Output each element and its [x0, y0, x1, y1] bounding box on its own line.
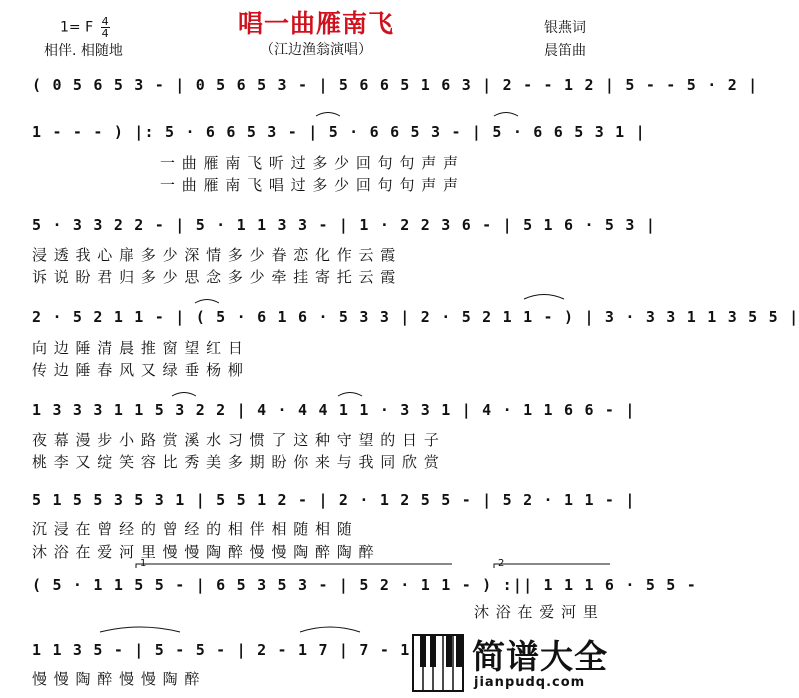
notation-row-6: 5 1 5 5 3 5 3 1 | 5 5 1 2 - | 2 · 1 2 5 5 - | 5 2 · 1 1 - | — [32, 491, 636, 509]
lyric-row-6-verse-1: 沉 浸 在 曾 经 的 曾 经 的 相 伴 相 随 相 随 — [32, 520, 353, 538]
lyric-row-5-verse-1: 夜 幕 漫 步 小 路 赏 溪 水 习 惯 了 这 种 守 望 的 日 子 — [32, 431, 440, 449]
watermark-brand: 简谱大全 — [472, 637, 608, 676]
slur — [524, 295, 564, 300]
lyric-row-3-verse-1: 浸 透 我 心 扉 多 少 深 情 多 少 眷 恋 化 作 云 霞 — [32, 246, 397, 264]
lyric-row-4-verse-1: 向 边 陲 清 晨 推 窗 望 红 日 — [32, 339, 244, 357]
lyric-row-8: 慢 慢 陶 醉 慢 慢 陶 醉 — [32, 670, 201, 688]
key-text: 1= F — [60, 19, 94, 36]
lyric-row-2-verse-1: 一 曲 雁 南 飞 听 过 多 少 回 句 句 声 声 — [160, 154, 459, 172]
watermark-logo — [412, 631, 620, 693]
slur — [100, 627, 180, 632]
lyricist-credit: 银燕词 — [544, 20, 586, 36]
watermark-url: jianpudq.com — [474, 675, 586, 690]
lyric-row-3-verse-2: 诉 说 盼 君 归 多 少 思 念 多 少 牵 挂 寄 托 云 霞 — [32, 268, 397, 286]
lyric-row-6-verse-2: 沐 浴 在 爱 河 里 慢 慢 陶 醉 慢 慢 陶 醉 陶 醉 — [32, 543, 375, 561]
volta-1-bracket — [136, 564, 452, 568]
song-subtitle: （江边渔翁演唱） — [260, 42, 372, 58]
notation-row-2: 1 - - - ) |: 5 · 6 6 5 3 - | 5 · 6 6 5 3 - | 5 · 6 6 5 3 1 | — [32, 123, 646, 141]
tempo-marking: 相伴. 相随地 — [44, 43, 123, 59]
volta-2-label: 2 — [498, 558, 505, 569]
time-signature-bottom: 4 — [101, 27, 109, 40]
notation-row-8: 1 1 3 5 - | 5 - 5 - | 2 - 1 7 | 7 - 1 — [32, 641, 411, 659]
slur — [172, 393, 196, 397]
slur — [494, 113, 518, 117]
slur — [338, 393, 362, 397]
notation-row-5: 1 3 3 3 1 1 5 3 2 2 | 4 · 4 4 1 1 · 3 3 1 | 4 · 1 1 6 6 - | — [32, 401, 636, 419]
lyric-row-4-verse-2: 传 边 陲 春 风 又 绿 垂 杨 柳 — [32, 361, 244, 379]
notation-row-3: 5 · 3 3 2 2 - | 5 · 1 1 3 3 - | 1 · 2 2 3 6 - | 5 1 6 · 5 3 | — [32, 216, 657, 234]
notation-row-7: ( 5 · 1 1 5 5 - | 6 5 3 5 3 - | 5 2 · 1 1 - ) :|| 1 1 1 6 · 5 5 - — [32, 576, 697, 594]
lyric-row-7: 沐 浴 在 爱 河 里 — [474, 603, 599, 621]
time-signature-top: 4 — [101, 15, 109, 28]
volta-2-bracket — [494, 564, 610, 568]
slur — [195, 300, 219, 304]
volta-1-label: 1 — [140, 558, 147, 569]
lyric-row-2-verse-2: 一 曲 雁 南 飞 唱 过 多 少 回 句 句 声 声 — [160, 176, 459, 194]
lyric-row-5-verse-2: 桃 李 又 绽 笑 容 比 秀 美 多 期 盼 你 来 与 我 同 欣 赏 — [32, 453, 440, 471]
notation-row-4: 2 · 5 2 1 1 - | ( 5 · 6 1 6 · 5 3 3 | 2 · 5 2 1 1 - ) | 3 · 3 3 1 1 3 5 5 | — [32, 308, 799, 326]
slur — [300, 627, 360, 632]
song-title: 唱一曲雁南飞 — [237, 9, 394, 38]
piano-keys-icon — [412, 631, 464, 693]
composer-credit: 晨笛曲 — [544, 43, 586, 59]
notation-row-1: ( 0 5 6 5 3 - | 0 5 6 5 3 - | 5 6 6 5 1 6 3 | 2 - - 1 2 | 5 - - 5 · 2 | — [32, 76, 759, 94]
slur — [316, 113, 340, 117]
